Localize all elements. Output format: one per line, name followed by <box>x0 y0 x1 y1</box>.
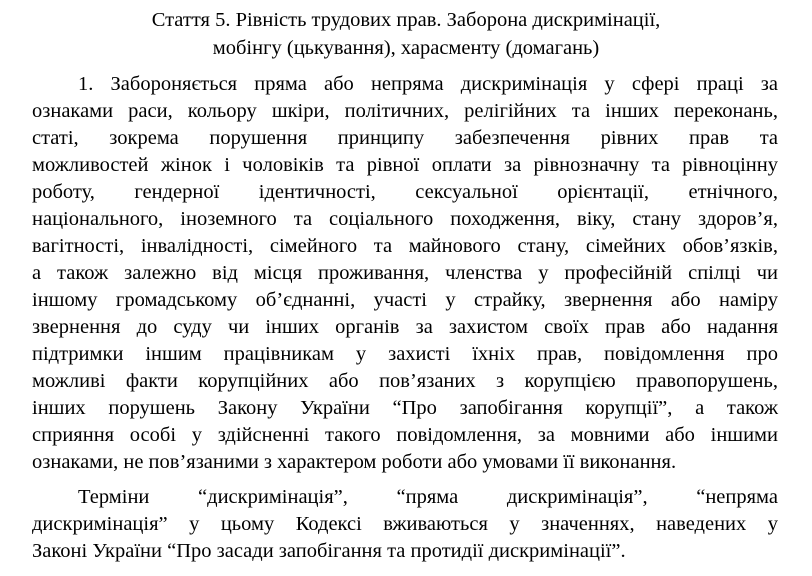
paragraph-1-line: сприяння особі у здійсненні такого повідомлення, за мовними або іншими <box>32 424 778 446</box>
paragraph-1-line: інших порушень Закону України “Про запобігання корупції”, а також <box>32 397 778 419</box>
paragraph-1-line: ознаками, не пов’язаними з характером роботи або умовами її виконання. <box>32 451 677 473</box>
paragraph-1-line: національного, іноземного та соціального походження, віку, стану здоров’я, <box>32 208 778 230</box>
paragraph-1-line: звернення до суду чи інших органів за захистом своїх прав або надання <box>32 316 778 338</box>
paragraph-1-line: можливі факти корупційних або пов’язаних з корупцією правопорушень, <box>32 370 778 392</box>
paragraph-1-line: роботу, гендерної ідентичності, сексуальної орієнтації, етнічного, <box>32 181 778 203</box>
article-title-line-2: мобінгу (цькування), харасменту (домагань) <box>212 37 600 59</box>
paragraph-1-line: вагітності, інвалідності, сімейного та майнового стану, сімейних обов’язків, <box>32 235 778 257</box>
paragraph-2-line: дискримінація” у цьому Кодексі вживаються у значеннях, наведених у <box>32 513 778 535</box>
paragraph-1-line: іншому громадському об’єднанні, участі у страйку, звернення або наміру <box>32 289 778 311</box>
paragraph-1-line: а також залежно від місця проживання, членства у професійній спілці чи <box>32 262 778 284</box>
paragraph-2-line: Терміни “дискримінація”, “пряма дискримінація”, “непряма <box>78 486 778 508</box>
paragraph-1-line: ознаками раси, кольору шкіри, політичних, релігійних та інших переконань, <box>32 100 778 122</box>
paragraph-2-line: Законі України “Про засади запобігання та протидії дискримінації”. <box>32 540 626 562</box>
paragraph-1-line: підтримки іншим працівникам у захисті їхніх прав, повідомлення про <box>32 343 778 365</box>
paragraph-1-line: можливостей жінок і чоловіків та рівної оплати за рівнозначну та рівноцінну <box>32 154 778 176</box>
paragraph-1-line: статі, зокрема порушення принципу забезпечення рівних прав та <box>32 127 778 149</box>
paragraph-1-line: 1. Забороняється пряма або непряма дискримінація у сфері праці за <box>78 73 778 95</box>
article-title-line-1: Стаття 5. Рівність трудових прав. Заборона дискримінації, <box>151 9 661 31</box>
